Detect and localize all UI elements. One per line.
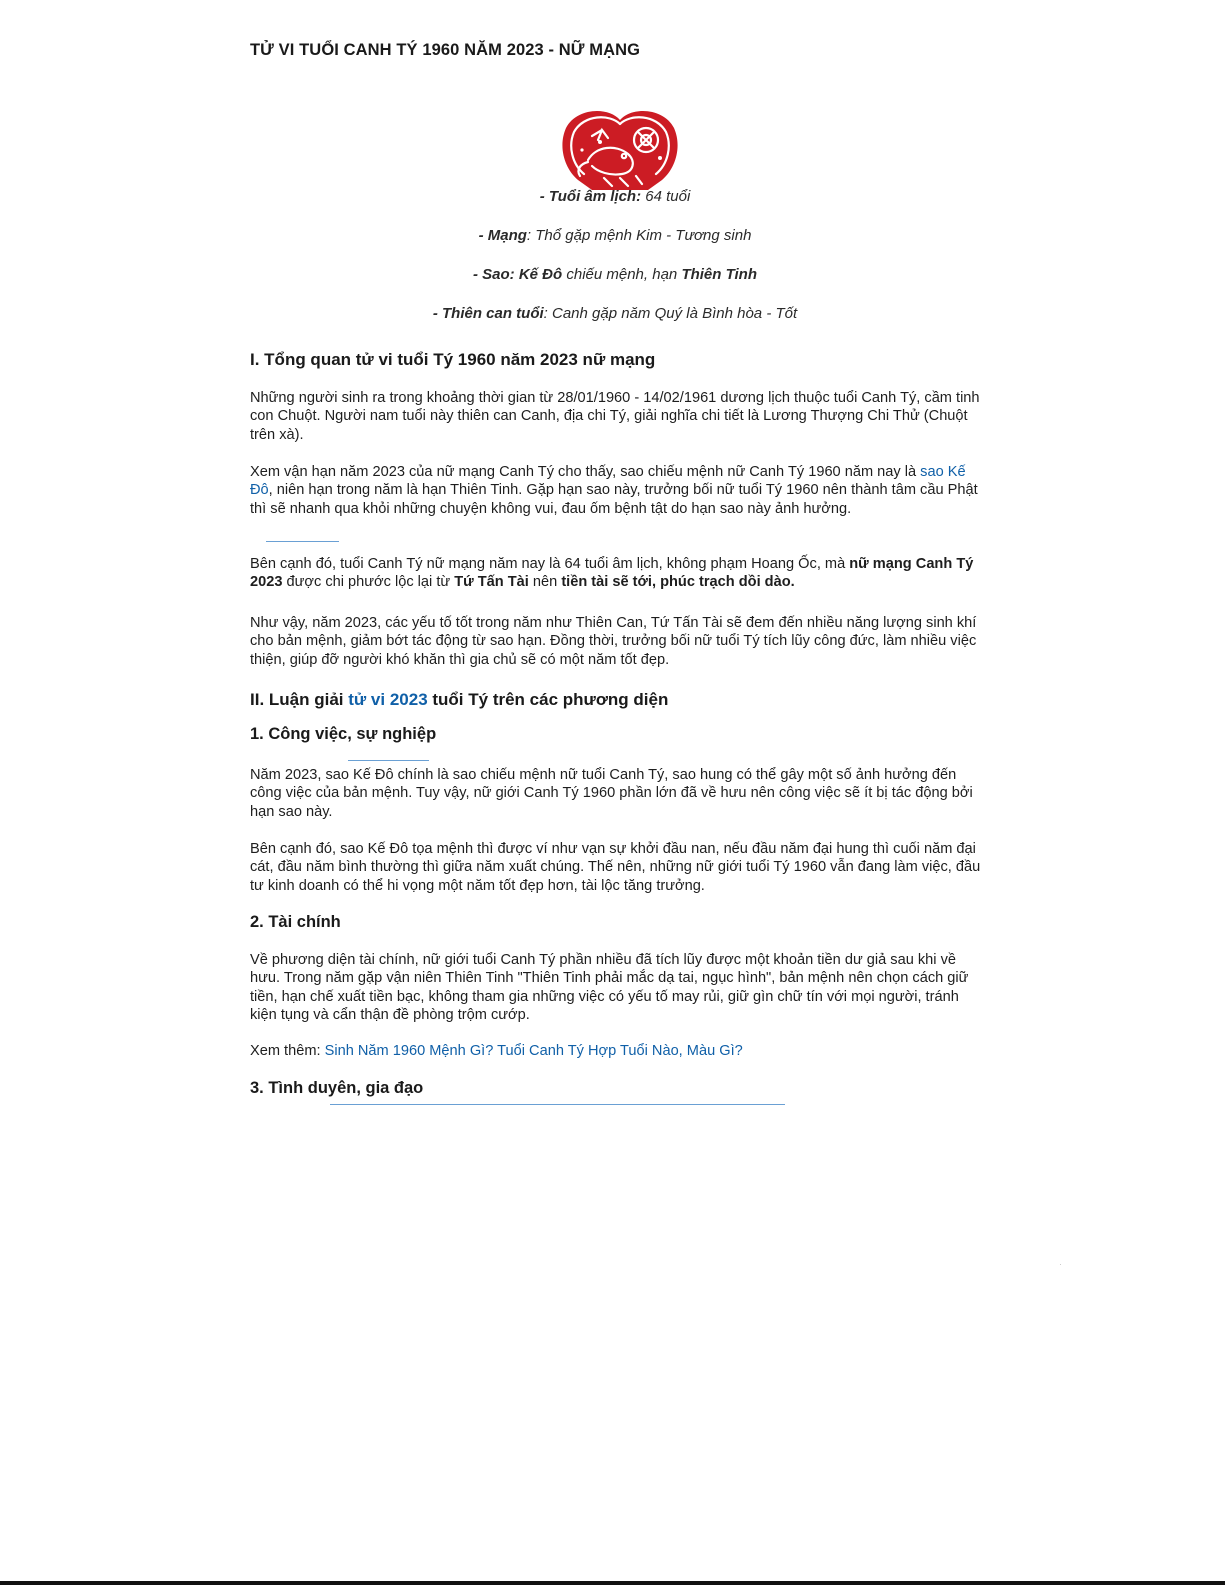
- info-age: - Tuổi âm lịch: 64 tuổi: [539, 188, 691, 205]
- cong-viec-paragraph-1: Năm 2023, sao Kế Đô chính là sao chiếu mệnh nữ tuổi Canh Tý, sao hung có thể gây một số ảnh hưởng đến công việc của bản mệnh. Tuy vậy, nữ giới Canh Tý 1960 phần lớn đã về hưu nên công việc sẽ ít bị tác động bởi hạn sao này.: [250, 767, 973, 820]
- stray-mark: [1060, 1264, 1061, 1265]
- tu-vi-2023-link[interactable]: tử vi 2023: [348, 690, 428, 709]
- rat-papercut-emblem-icon: [558, 106, 682, 190]
- page-title: TỬ VI TUỔI CANH TÝ 1960 NĂM 2023 - NỮ MẠNG: [250, 41, 641, 59]
- section2-heading: II. Luận giải tử vi 2023 tuổi Tý trên các phương diện: [250, 690, 669, 709]
- link-underline: [330, 1104, 785, 1105]
- section1-paragraph-4: Như vậy, năm 2023, các yếu tố tốt trong năm như Thiên Can, Tứ Tấn Tài sẽ đem đến nhiều năng lượng sinh khí cho bản mệnh, giảm bớt tác động từ sao hạn. Đồng thời, trưởng bối nữ tuổi Tý tích lũy công đức, làm nhiều việc thiện, giúp đỡ người khó khăn thì gia chủ sẽ có một năm tốt đẹp.: [250, 615, 977, 668]
- page-bottom-edge: [0, 1581, 1225, 1585]
- section1-heading: I. Tổng quan tử vi tuổi Tý 1960 năm 2023 nữ mạng: [250, 350, 656, 369]
- sao-ke-do-link[interactable]: sao Kế Đô: [250, 464, 966, 499]
- tai-chinh-paragraph-1: Về phương diện tài chính, nữ giới tuổi Canh Tý phần nhiều đã tích lũy được một khoản tiền dư giả sau khi về hưu. Trong năm gặp vận niên Thiên Tinh "Thiên Tinh phải mắc dạ tai, ngục hình", bản mệnh nên chọn cách giữ tiền, hạn chế xuất tiền bạc, không tham gia những việc có yếu tố may rủi, giữ gìn chữ tín với mọi người, tránh kiện tụng và cẩn thận đề phòng trộm cướp.: [250, 952, 969, 1023]
- info-sao: - Sao: Kế Đô chiếu mệnh, hạn Thiên Tinh: [473, 266, 757, 283]
- section1-paragraph-3: Bên cạnh đó, tuổi Canh Tý nữ mạng năm nay là 64 tuổi âm lịch, không phạm Hoang Ốc, mà nữ mạng Canh Tý 2023 được chi phước lộc lại từ Tứ Tấn Tài nên tiền tài sẽ tới, phúc trạch dồi dào.: [250, 556, 974, 591]
- subsection-tai-chinh: 2. Tài chính: [250, 913, 341, 931]
- section1-paragraph-1: Những người sinh ra trong khoảng thời gian từ 28/01/1960 - 14/02/1961 dương lịch thuộc tuổi Canh Tý, cầm tinh con Chuột. Người nam tuổi này thiên can Canh, địa chi Tý, giải nghĩa chi tiết là Lương Thượng Chi Thử (Chuột trên xà).: [250, 390, 980, 443]
- subsection-tinh-duyen: 3. Tình duyên, gia đạo: [250, 1079, 424, 1097]
- cong-viec-paragraph-2: Bên cạnh đó, sao Kế Đô tọa mệnh thì được ví như vạn sự khởi đầu nan, nếu đầu năm đại hung thì cuối năm đại cát, đầu năm bình thường thì giữa năm xuất chúng. Thế nên, những nữ giới tuổi Tý 1960 vẫn đang làm việc, đầu tư kinh doanh có thể hi vọng một năm tốt đẹp hơn, tài lộc tăng trưởng.: [250, 841, 981, 894]
- link-underline: [266, 541, 339, 542]
- link-underline: [348, 760, 429, 761]
- info-thien-can: - Thiên can tuổi: Canh gặp năm Quý là Bình hòa - Tốt: [432, 305, 798, 322]
- see-more: Xem thêm: Sinh Năm 1960 Mệnh Gì? Tuổi Canh Tý Hợp Tuổi Nào, Màu Gì?: [250, 1043, 743, 1059]
- info-mang: - Mạng: Thổ gặp mệnh Kim - Tương sinh: [478, 227, 752, 244]
- section1-paragraph-2: Xem vận hạn năm 2023 của nữ mạng Canh Tý cho thấy, sao chiếu mệnh nữ Canh Tý 1960 năm nay là sao Kế Đô, niên hạn trong năm là hạn Thiên Tinh. Gặp hạn sao này, trưởng bối nữ tuổi Tý 1960 nên thành tâm cầu Phật thì sẽ nhanh qua khỏi những chuyện không vui, đau ốm bệnh tật do hạn sao này ảnh hưởng.: [250, 464, 978, 517]
- see-more-link[interactable]: Sinh Năm 1960 Mệnh Gì? Tuổi Canh Tý Hợp Tuổi Nào, Màu Gì?: [324, 1043, 743, 1059]
- subsection-cong-viec: 1. Công việc, sự nghiệp: [250, 725, 437, 743]
